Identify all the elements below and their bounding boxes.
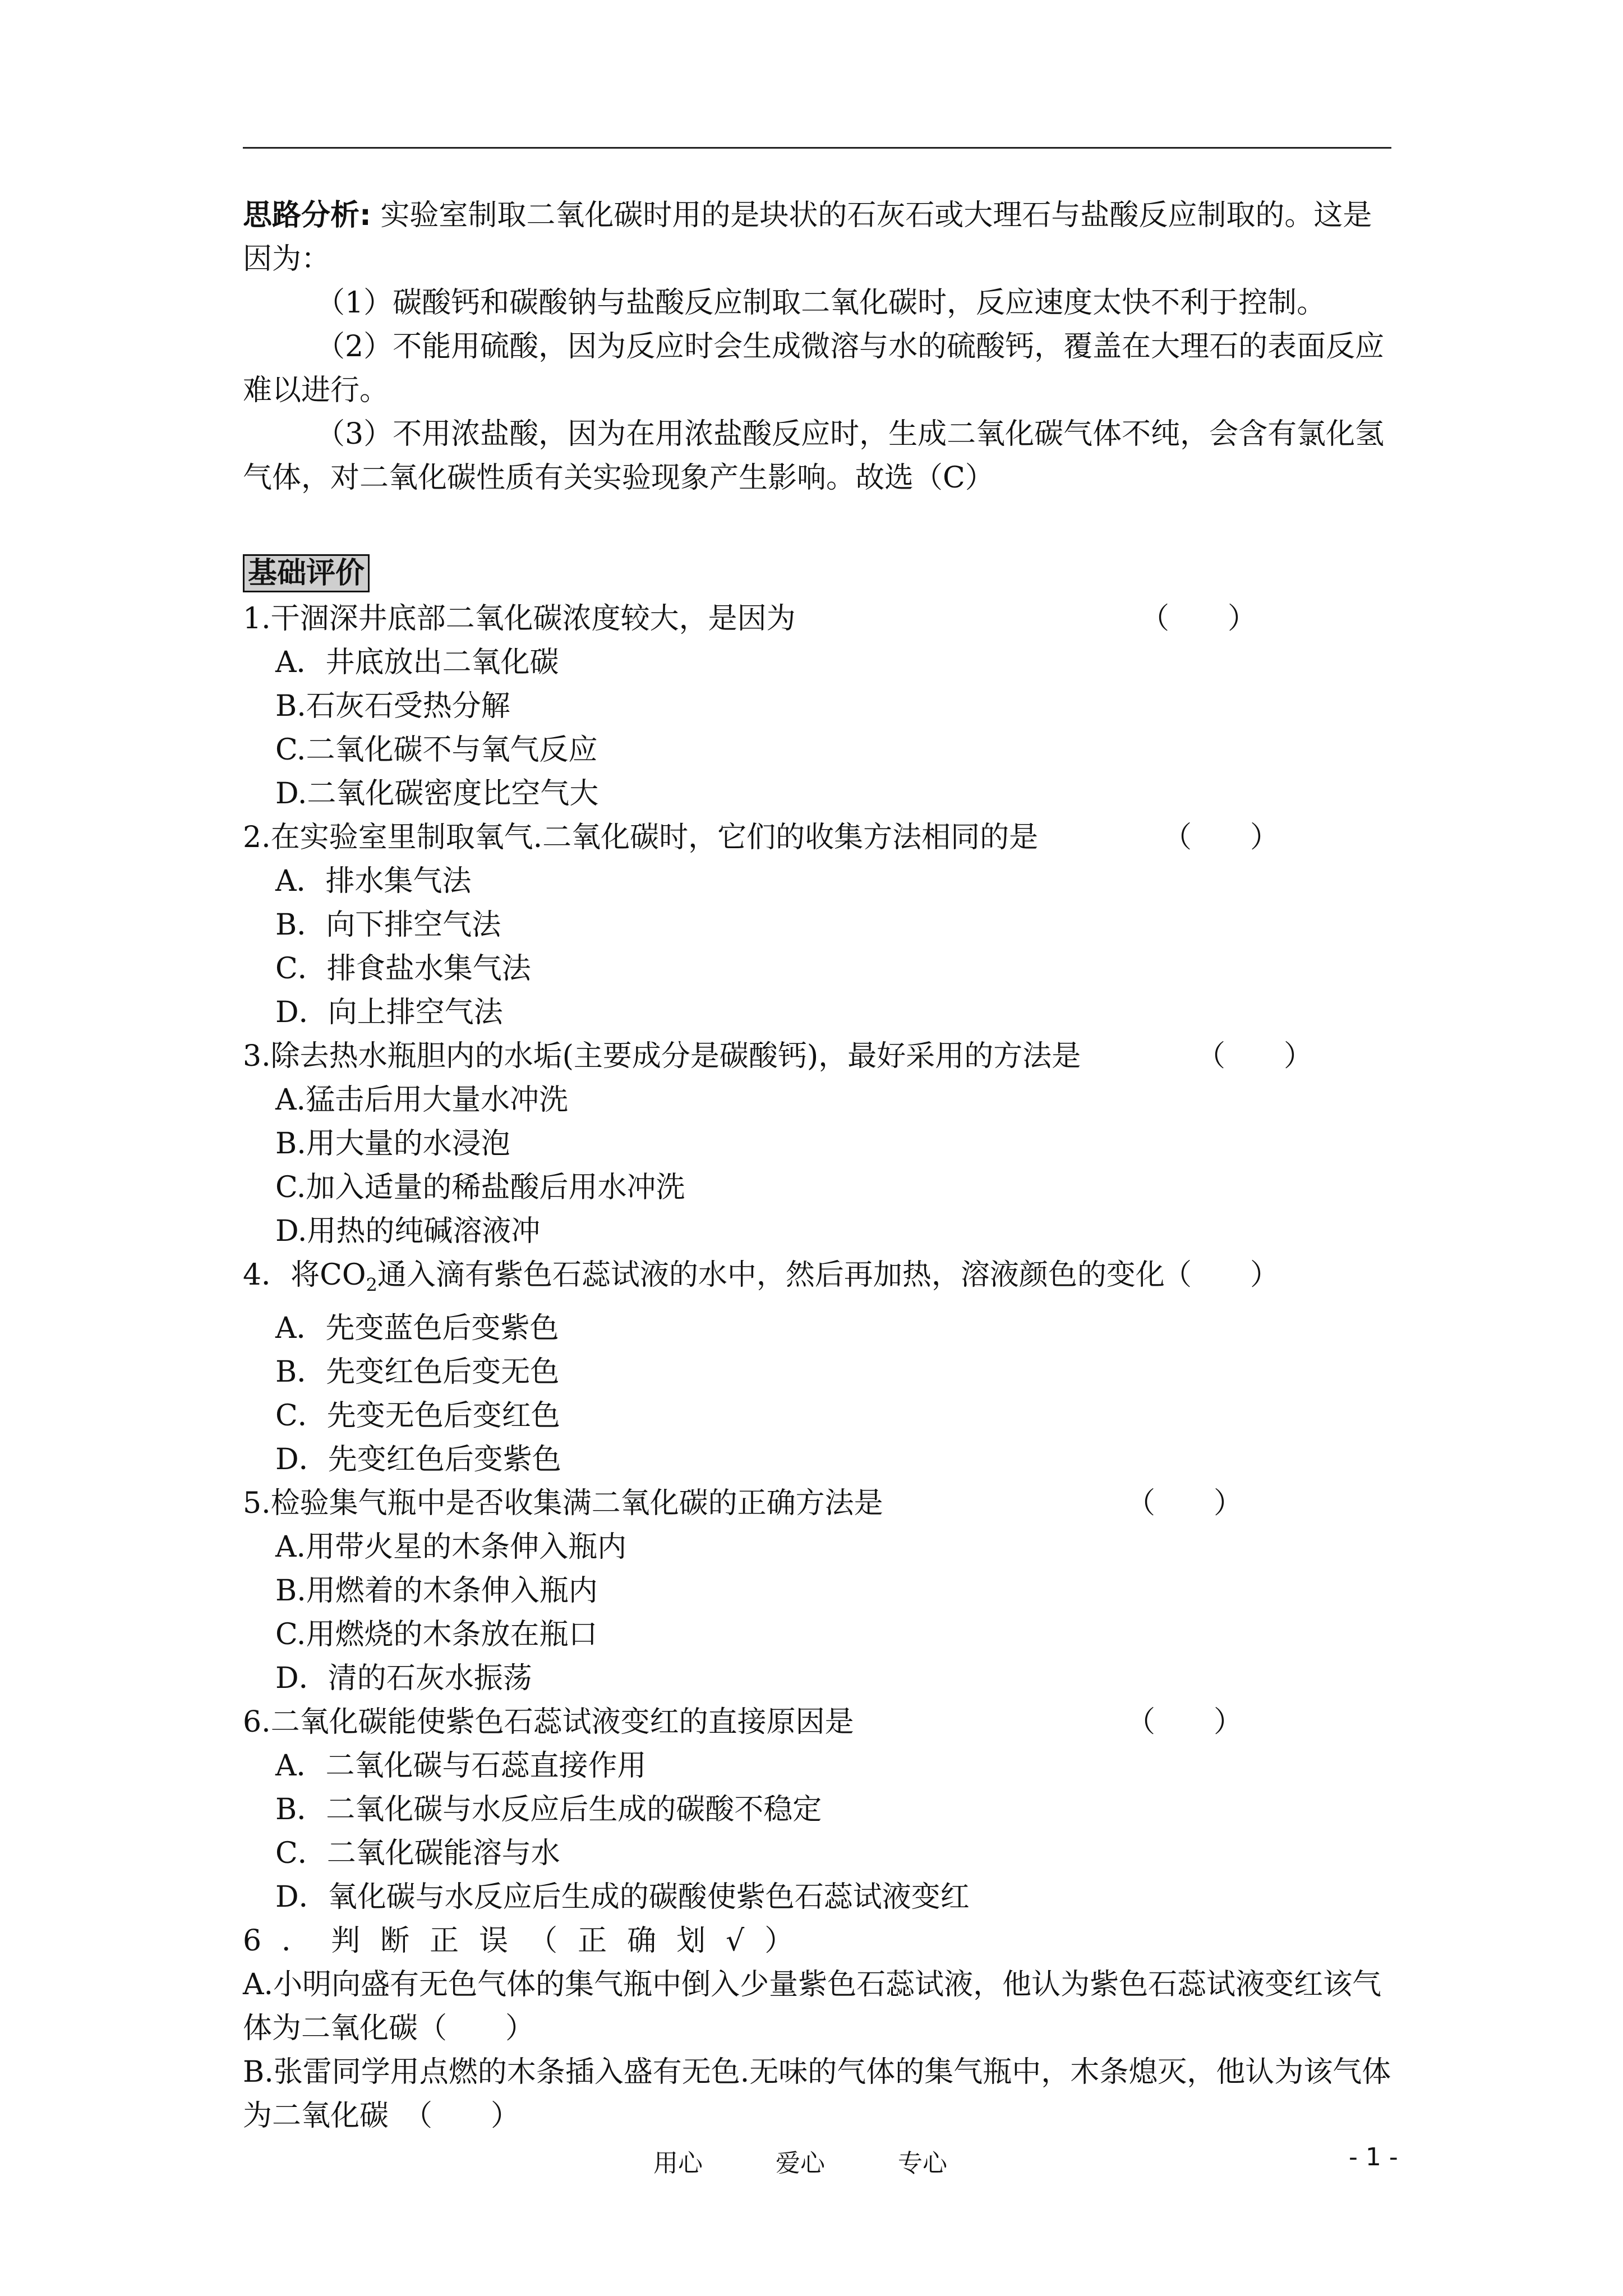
question-stem: 5.检验集气瓶中是否收集满二氧化碳的正确方法是 xyxy=(243,1487,883,1521)
option-b: B．二氧化碳与水反应后生成的碳酸不稳定 xyxy=(275,1793,822,1827)
question-2 xyxy=(243,816,1393,1034)
analysis-point-3: （3）不用浓盐酸，因为在用浓盐酸反应时，生成二氧化碳气体不纯，会含有氯化氢气体，对二氧化碳性质有关实验现象产生影响。故选（C） xyxy=(243,417,1385,495)
answer-paren: （ ） xyxy=(1163,1258,1280,1292)
option-c: C．先变无色后变红色 xyxy=(275,1399,560,1433)
answer-paren: （ ） xyxy=(1163,821,1280,854)
analysis-paragraph xyxy=(243,194,1393,281)
answer-paren: （ ） xyxy=(1126,1705,1243,1740)
analysis-label: 思路分析: xyxy=(243,199,371,232)
question-5 xyxy=(243,1481,1393,1700)
judge-title: 6．判断正误（正确划√） xyxy=(243,1924,814,1958)
option-a: A．先变蓝色后变紫色 xyxy=(275,1312,559,1346)
option-d: D．先变红色后变紫色 xyxy=(275,1443,561,1477)
question-stem xyxy=(243,1258,1165,1296)
footer-word: 用心 xyxy=(653,2149,703,2178)
answer-paren: （ ） xyxy=(1140,602,1257,636)
subscript: 2 xyxy=(366,1274,377,1296)
analysis-intro: 实验室制取二氧化碳时用的是块状的石灰石或大理石与盐酸反应制取的。这是因为： xyxy=(243,199,1372,276)
judge-item-a: A.小明向盛有无色气体的集气瓶中倒入少量紫色石蕊试液，他认为紫色石蕊试液变红该气体为二氧化碳（ ） xyxy=(243,1968,1382,2046)
answer-paren: （ ） xyxy=(1126,1487,1243,1521)
analysis-point-1: （1）碳酸钙和碳酸钠与盐酸反应制取二氧化碳时，反应速度太快不利于控制。 xyxy=(316,286,1326,320)
option-b: B．向下排空气法 xyxy=(275,908,501,942)
judge-item-b: B.张雷同学用点燃的木条插入盛有无色.无味的气体的集气瓶中，木条熄灭，他认为该气体为二氧化碳 （ ） xyxy=(243,2055,1391,2133)
question-4 xyxy=(243,1253,1393,1481)
option-a: A．二氧化碳与石蕊直接作用 xyxy=(275,1749,647,1783)
option-d: D．清的石灰水振荡 xyxy=(275,1662,532,1696)
section-title: 基础评价 xyxy=(243,554,370,592)
question-6 xyxy=(243,1700,1393,1919)
option-b: B.石灰石受热分解 xyxy=(275,689,510,723)
question-1 xyxy=(243,597,1393,816)
question-stem: 3.除去热水瓶胆内的水垢(主要成分是碳酸钙)，最好采用的方法是 xyxy=(243,1039,1081,1073)
option-c: C．排食盐水集气法 xyxy=(275,952,531,986)
footer-motto xyxy=(653,2143,1020,2179)
question-stem: 6.二氧化碳能使紫色石蕊试液变红的直接原因是 xyxy=(243,1705,854,1740)
stem-part: 4．将CO xyxy=(243,1258,366,1292)
option-b: B.用大量的水浸泡 xyxy=(275,1127,510,1161)
option-b: B．先变红色后变无色 xyxy=(275,1355,560,1389)
option-a: A.猛击后用大量水冲洗 xyxy=(275,1083,569,1117)
option-b: B.用燃着的木条伸入瓶内 xyxy=(275,1574,598,1608)
option-d: D．氧化碳与水反应后生成的碳酸使紫色石蕊试液变红 xyxy=(275,1880,970,1915)
analysis-point-2: （2）不能用硫酸，因为反应时会生成微溶与水的硫酸钙，覆盖在大理石的表面反应难以进行。 xyxy=(243,330,1385,407)
option-d: D.二氧化碳密度比空气大 xyxy=(275,777,599,811)
option-a: A.用带火星的木条伸入瓶内 xyxy=(275,1530,627,1565)
page-number: - 1 - xyxy=(1349,2143,1398,2171)
option-d: D.用热的纯碱溶液冲 xyxy=(275,1214,541,1248)
document-body xyxy=(243,194,1393,2138)
stem-part: 通入滴有紫色石蕊试液的水中，然后再加热，溶液颜色的变化 xyxy=(377,1258,1165,1292)
question-stem: 1.干涸深井底部二氧化碳浓度较大，是因为 xyxy=(243,602,796,636)
option-a: A．排水集气法 xyxy=(275,864,472,898)
footer-word: 专心 xyxy=(898,2149,947,2178)
footer-word: 爱心 xyxy=(776,2149,825,2178)
question-3 xyxy=(243,1034,1393,1253)
question-stem: 2.在实验室里制取氧气.二氧化碳时，它们的收集方法相同的是 xyxy=(243,821,1039,854)
option-c: C.用燃烧的木条放在瓶口 xyxy=(275,1618,598,1652)
option-c: C.加入适量的稀盐酸后用水冲洗 xyxy=(275,1171,685,1204)
option-a: A．井底放出二氧化碳 xyxy=(275,646,559,679)
option-c: C.二氧化碳不与氧气反应 xyxy=(275,733,598,767)
answer-paren: （ ） xyxy=(1196,1039,1313,1073)
section-heading xyxy=(243,551,1393,597)
header-rule xyxy=(243,147,1391,149)
option-c: C．二氧化碳能溶与水 xyxy=(275,1837,560,1871)
option-d: D．向上排空气法 xyxy=(275,996,503,1029)
